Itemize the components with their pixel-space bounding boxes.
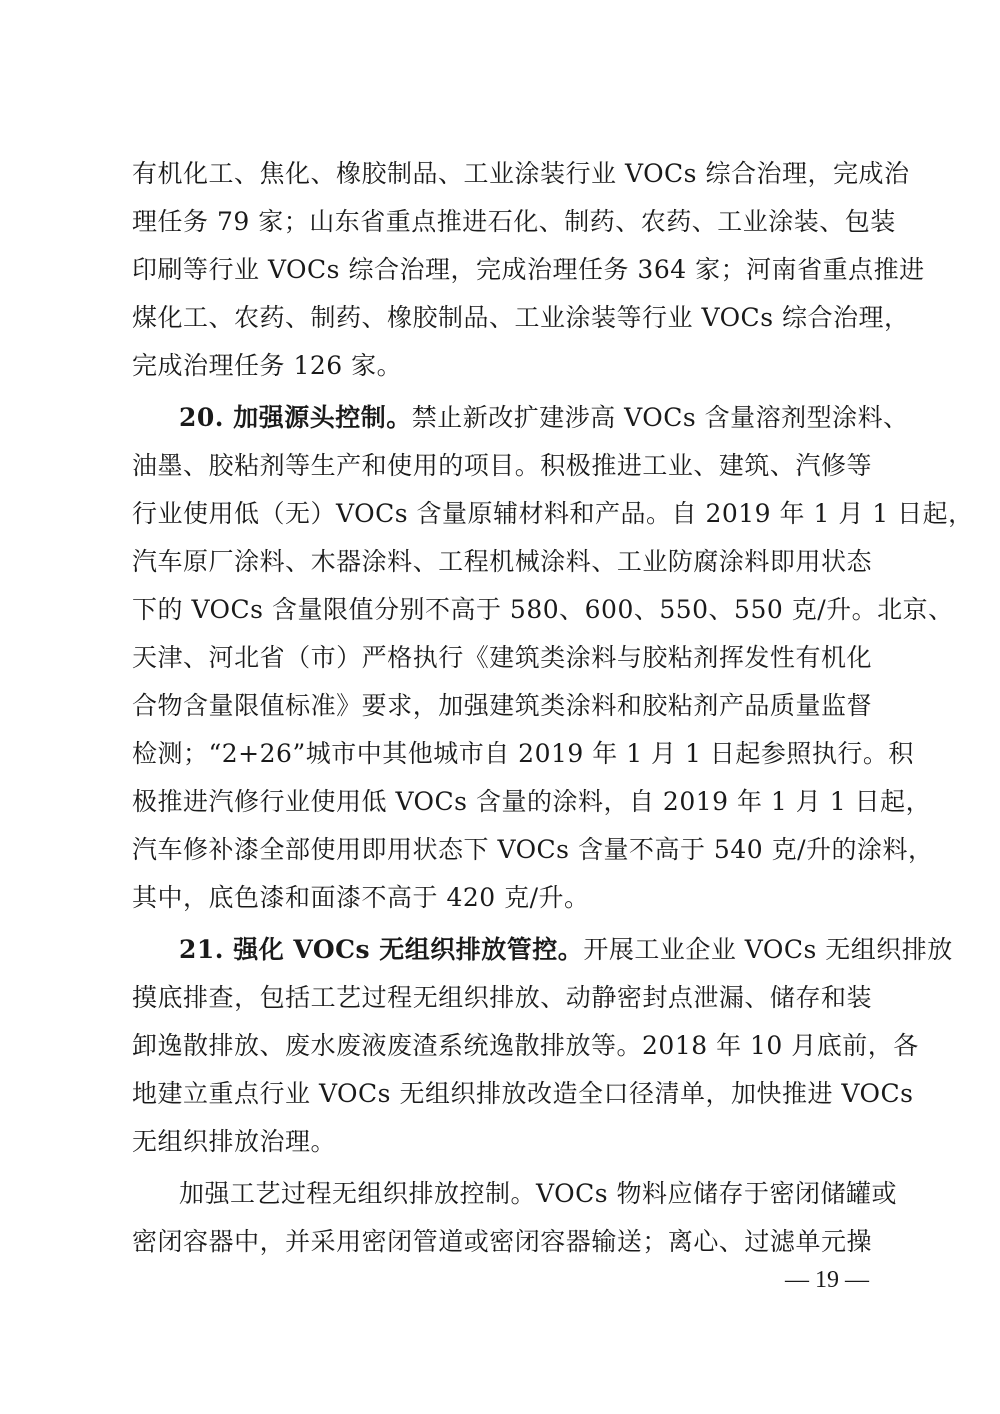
text-line: 汽车修补漆全部使用即用状态下 VOCs 含量不高于 540 克/升的涂料， [132, 835, 934, 864]
text-line: 地建立重点行业 VOCs 无组织排放改造全口径清单，加快推进 VOCs [132, 1079, 914, 1108]
text-line: 天津、河北省（市）严格执行《建筑类涂料与胶粘剂挥发性有机化 [132, 643, 872, 672]
text-line: 密闭容器中，并采用密闭管道或密闭容器输送；离心、过滤单元操 [132, 1227, 872, 1256]
text-line: 下的 VOCs 含量限值分别不高于 580、600、550、550 克/升。北京、 [132, 595, 954, 624]
text-line: 其中，底色漆和面漆不高于 420 克/升。 [132, 883, 590, 912]
text-line [132, 926, 953, 974]
paragraph [132, 926, 953, 1166]
text-span: 禁止新改扩建涉高 VOCs 含量溶剂型涂料、 [411, 403, 909, 432]
text-line: 油墨、胶粘剂等生产和使用的项目。积极推进工业、建筑、汽修等 [132, 451, 872, 480]
text-span: 开展工业企业 VOCs 无组织排放 [583, 935, 953, 964]
paragraph [132, 1170, 898, 1266]
paragraph-heading: 20. 加强源头控制。 [179, 403, 412, 432]
paragraph-heading: 21. 强化 VOCs 无组织排放管控。 [179, 935, 584, 964]
text-line: 有机化工、焦化、橡胶制品、工业涂装行业 VOCs 综合治理，完成治 [132, 159, 910, 188]
body-text [132, 150, 974, 1266]
text-line: 完成治理任务 126 家。 [132, 351, 403, 380]
page-number: — 19 — [785, 1267, 869, 1293]
text-line: 合物含量限值标准》要求，加强建筑类涂料和胶粘剂产品质量监督 [132, 691, 872, 720]
text-line: 加强工艺过程无组织排放控制。VOCs 物料应储存于密闭储罐或 [179, 1179, 898, 1208]
text-line: 行业使用低（无）VOCs 含量原辅材料和产品。自 2019 年 1 月 1 日起， [132, 499, 974, 528]
paragraph [132, 150, 925, 390]
text-line: 汽车原厂涂料、木器涂料、工程机械涂料、工业防腐涂料即用状态 [132, 547, 872, 576]
text-line: 卸逸散排放、废水废液废渣系统逸散排放等。2018 年 10 月底前，各 [132, 1031, 919, 1060]
text-line: 摸底排查，包括工艺过程无组织排放、动静密封点泄漏、储存和装 [132, 983, 872, 1012]
text-line [132, 394, 909, 442]
text-line: 检测；“2+26”城市中其他城市自 2019 年 1 月 1 日起参照执行。积 [132, 739, 914, 768]
text-line: 理任务 79 家；山东省重点推进石化、制药、农药、工业涂装、包装 [132, 207, 896, 236]
text-line: 印刷等行业 VOCs 综合治理，完成治理任务 364 家；河南省重点推进 [132, 255, 925, 284]
text-line: 无组织排放治理。 [132, 1127, 337, 1156]
text-line: 煤化工、农药、制药、橡胶制品、工业涂装等行业 VOCs 综合治理， [132, 303, 910, 332]
text-line: 极推进汽修行业使用低 VOCs 含量的涂料，自 2019 年 1 月 1 日起， [132, 787, 932, 816]
paragraph [132, 394, 974, 922]
